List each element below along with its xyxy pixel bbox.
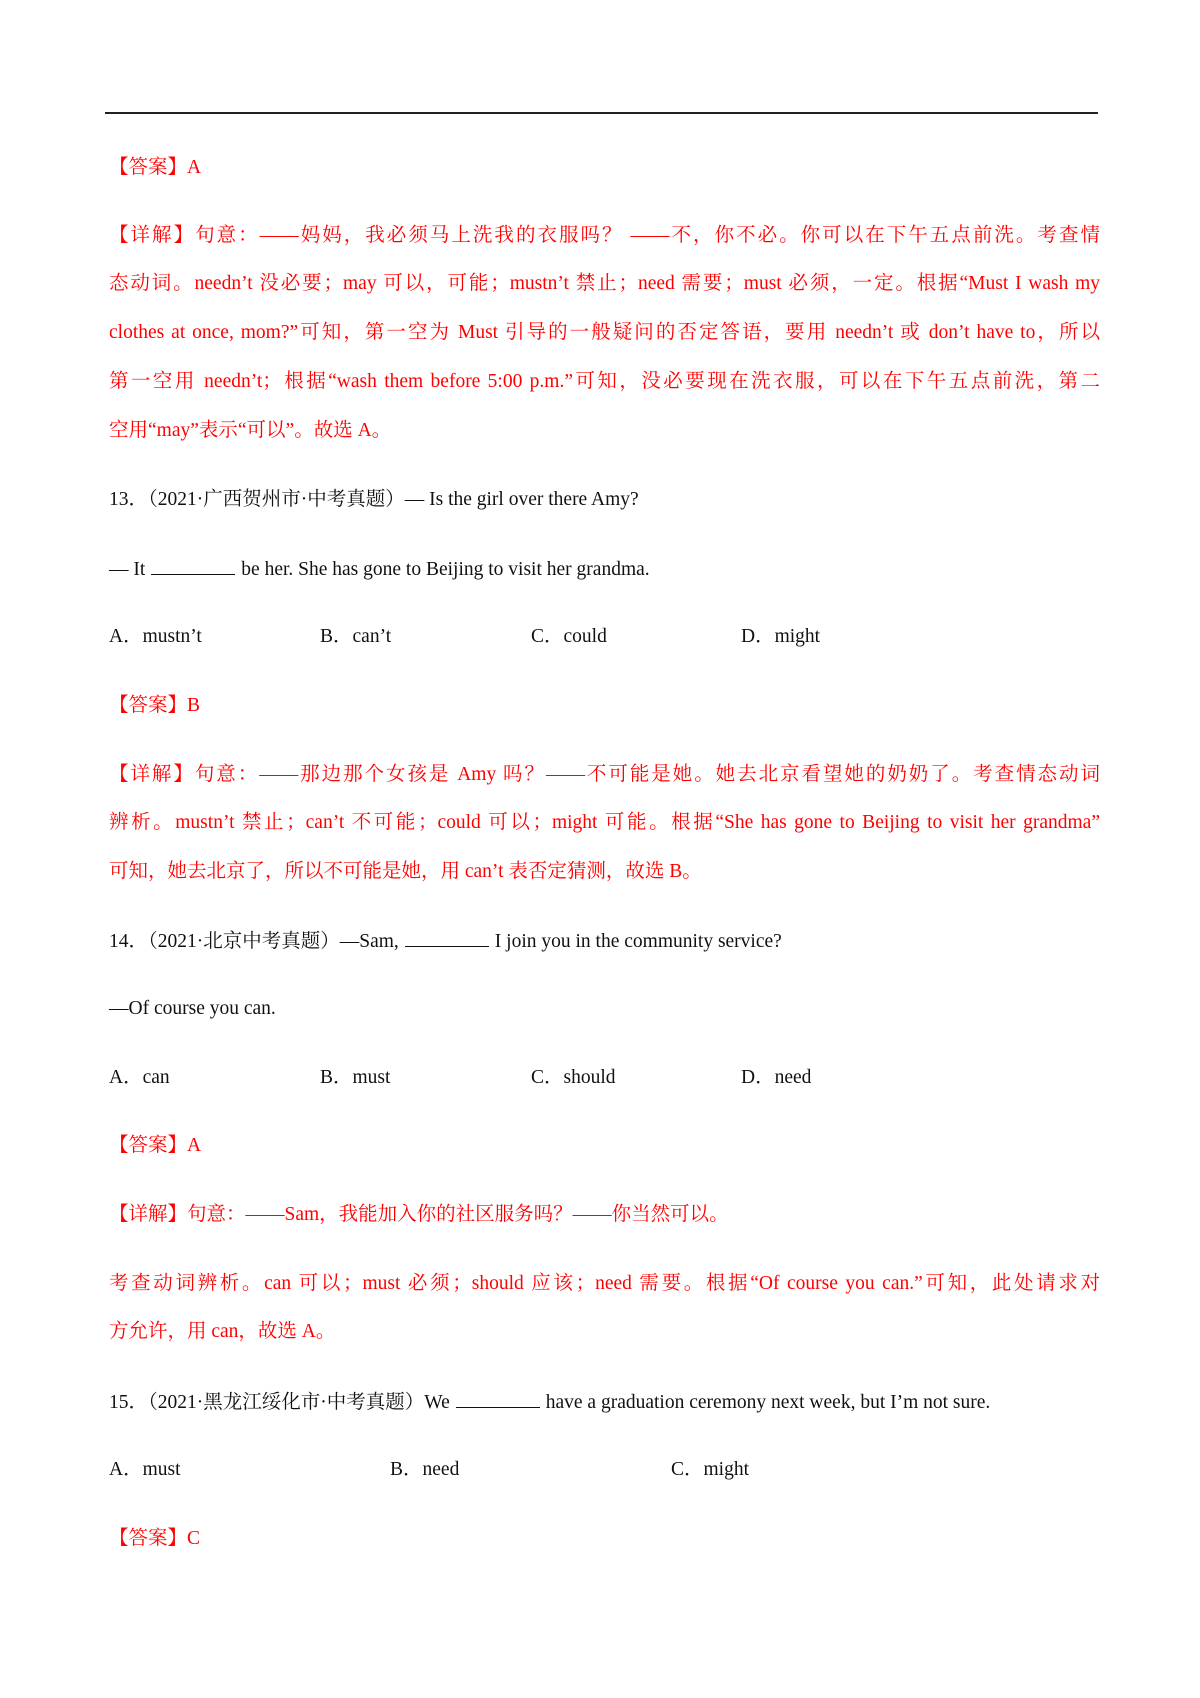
- answer-14: 【答案】A: [109, 1135, 202, 1156]
- option-13-d: D．might: [741, 626, 821, 647]
- detail-12-line-3: clothes at once, mom?”可知，第一空为 Must 引导的一般疑问的否定答语，要用 needn’t 或 don’t have to，所以: [109, 322, 1100, 343]
- answer-blank: [405, 928, 489, 947]
- detail-13-line-2: 辨析。mustn’t 禁止；can’t 不可能；could 可以；might 可能。根据“She has gone to Beijing to visit her grandma”: [109, 812, 1100, 833]
- detail-14-line-3: 方允许，用 can，故选 A。: [109, 1321, 336, 1342]
- option-15-c: C．might: [671, 1459, 750, 1480]
- answer-blank: [456, 1389, 540, 1408]
- detail-13-line-1: 【详解】句意：——那边那个女孩是 Amy 吗？——不可能是她。她去北京看望她的奶奶了。考查情态动词: [109, 764, 1100, 785]
- detail-14-line-1: 【详解】句意：——Sam，我能加入你的社区服务吗？——你当然可以。: [109, 1204, 729, 1225]
- option-13-b: B．can’t: [320, 626, 392, 647]
- question-13-stem: 13．（2021·广西贺州市·中考真题）— Is the girl over there Amy?: [109, 489, 639, 510]
- question-14-stem: 14．（2021·北京中考真题）—Sam, I join you in the community service?: [109, 928, 1100, 954]
- question-15-stem: 15．（2021·黑龙江绥化市·中考真题）We have a graduation ceremony next week, but I’m not sure.: [109, 1389, 1100, 1415]
- option-14-b: B．must: [320, 1067, 391, 1088]
- option-14-d: D．need: [741, 1067, 812, 1088]
- detail-12-line-2: 态动词。needn’t 没必要；may 可以，可能；mustn’t 禁止；need 需要；must 必须，一定。根据“Must I wash my: [109, 273, 1100, 294]
- question-14-line-2: —Of course you can.: [109, 998, 276, 1019]
- detail-14-line-2: 考查动词辨析。can 可以；must 必须；should 应该；need 需要。根据“Of course you can.”可知，此处请求对: [109, 1273, 1100, 1294]
- header-rule: [105, 112, 1098, 114]
- option-14-a: A．can: [109, 1067, 170, 1088]
- option-13-c: C．could: [531, 626, 607, 647]
- option-13-a: A．mustn’t: [109, 626, 202, 647]
- option-15-a: A．must: [109, 1459, 181, 1480]
- detail-12-line-4: 第一空用 needn’t；根据“wash them before 5:00 p.m.”可知，没必要现在洗衣服，可以在下午五点前洗，第二: [109, 371, 1100, 392]
- detail-12-line-1: 【详解】句意：——妈妈，我必须马上洗我的衣服吗？ ——不，你不必。你可以在下午五点前洗。考查情: [109, 225, 1100, 246]
- answer-12: 【答案】A: [109, 157, 202, 178]
- option-14-c: C．should: [531, 1067, 616, 1088]
- detail-13-line-3: 可知，她去北京了，所以不可能是她，用 can’t 表否定猜测，故选 B。: [109, 861, 702, 882]
- detail-12-line-5: 空用“may”表示“可以”。故选 A。: [109, 420, 392, 441]
- answer-15: 【答案】C: [109, 1528, 201, 1549]
- option-15-b: B．need: [390, 1459, 460, 1480]
- answer-13: 【答案】B: [109, 695, 201, 716]
- question-13-line-2: — It be her. She has gone to Beijing to visit her grandma.: [109, 556, 1100, 582]
- answer-blank: [151, 556, 235, 575]
